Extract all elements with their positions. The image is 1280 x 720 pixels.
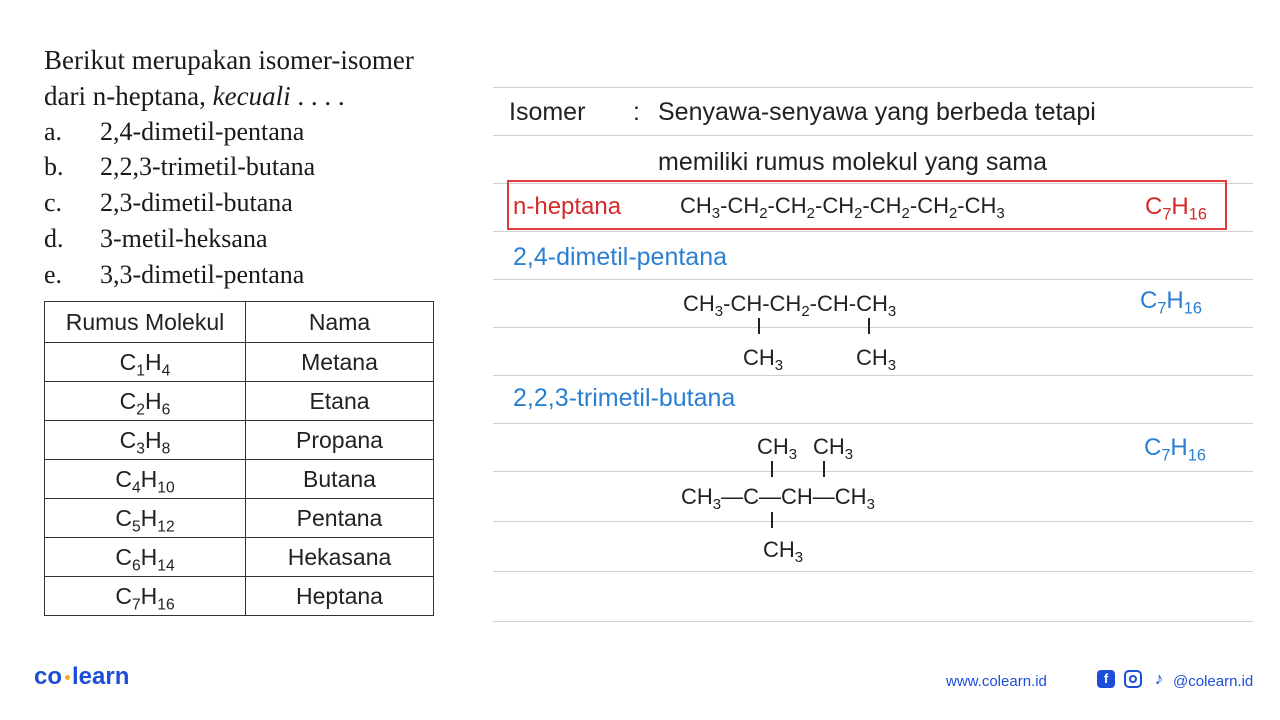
option-label: a. (44, 117, 63, 146)
option-d[interactable] (44, 221, 268, 257)
table-header-row (45, 302, 434, 343)
rule-line (493, 87, 1253, 88)
branch-methyl: $CH_3$ (763, 537, 804, 567)
molecular-formula: $C_7H_{16}$ (1144, 434, 1206, 465)
question-suffix: . . . . (290, 81, 345, 111)
name-cell: Metana (246, 343, 434, 382)
question-emphasis: kecuali (212, 81, 291, 111)
option-label: d. (44, 224, 64, 253)
formula-cell: $C_1H_4$ (45, 343, 246, 382)
branch-methyl: $CH_3$ (813, 434, 854, 464)
option-text: 2,3-dimetil-butana (100, 188, 293, 217)
option-label: b. (44, 152, 64, 181)
question-line-1: Berikut merupakan isomer-isomer (44, 45, 414, 75)
rule-line (493, 327, 1253, 328)
option-label: c. (44, 188, 63, 217)
social-handle[interactable]: @colearn.id (1173, 673, 1254, 690)
option-c[interactable] (44, 185, 293, 221)
table-row (45, 499, 434, 538)
isomer-term: Isomer (509, 98, 586, 126)
option-text: 3-metil-heksana (100, 224, 268, 253)
bond-line (868, 318, 870, 334)
name-cell: Pentana (246, 499, 434, 538)
branch-methyl: $CH_3$ (856, 345, 897, 375)
option-label: e. (44, 260, 63, 289)
rule-line (493, 279, 1253, 280)
name-cell: Butana (246, 460, 434, 499)
option-text: 3,3-dimetil-pentana (100, 260, 305, 289)
question-prefix: dari n-heptana, (44, 81, 213, 111)
bond-line (771, 461, 773, 477)
formula-cell: $C_5H_{12}$ (45, 499, 246, 538)
name-cell: Propana (246, 421, 434, 460)
table-header: Nama (246, 302, 434, 343)
rule-line (493, 135, 1253, 136)
rule-line (493, 231, 1253, 232)
bond-line (823, 461, 825, 477)
isomer-name-223-trimetil-butana: 2,2,3-trimetil-butana (513, 384, 736, 412)
website-link[interactable]: www.colearn.id (946, 673, 1047, 690)
table-row (45, 538, 434, 577)
table-header: Rumus Molekul (45, 302, 246, 343)
question-line-2 (44, 78, 345, 114)
isomer-name-24-dimetil-pentana: 2,4-dimetil-pentana (513, 243, 728, 271)
rule-line (493, 375, 1253, 376)
formula-cell: $C_3H_8$ (45, 421, 246, 460)
table-row (45, 577, 434, 616)
option-text: 2,2,3-trimetil-butana (100, 152, 316, 181)
table-row (45, 460, 434, 499)
branch-methyl: $CH_3$ (743, 345, 784, 375)
rule-line (493, 521, 1253, 522)
structure-main-chain: $CH_3-CH-CH_2-CH-CH_3$ (683, 291, 897, 321)
rule-line (493, 571, 1253, 572)
option-a[interactable] (44, 114, 304, 150)
bond-line (771, 512, 773, 528)
rule-line (493, 423, 1253, 424)
colearn-logo[interactable]: co learn (34, 663, 130, 690)
molecular-formula: $C_7H_{16}$ (1145, 193, 1207, 224)
alkane-table (44, 301, 434, 616)
option-text: 2,4-dimetil-pentana (100, 117, 305, 146)
molecular-formula: $C_7H_{16}$ (1140, 287, 1202, 318)
isomer-definition-1: Senyawa-senyawa yang berbeda tetapi (658, 98, 1096, 126)
formula-cell: $C_4H_{10}$ (45, 460, 246, 499)
branch-methyl: $CH_3$ (757, 434, 798, 464)
bond-line (758, 318, 760, 334)
tiktok-icon[interactable]: ♪ (1154, 669, 1164, 688)
table-row (45, 382, 434, 421)
formula-cell: $C_7H_{16}$ (45, 577, 246, 616)
table-row (45, 343, 434, 382)
name-cell: Etana (246, 382, 434, 421)
name-cell: Heptana (246, 577, 434, 616)
nheptana-formula: $CH_3-CH_2-CH_2-CH_2-CH_2-CH_2-CH_3$ (680, 193, 1005, 223)
name-cell: Hekasana (246, 538, 434, 577)
table-row (45, 421, 434, 460)
rule-line (493, 621, 1253, 622)
isomer-colon: : (633, 98, 640, 126)
option-b[interactable] (44, 149, 315, 185)
rule-line (493, 471, 1253, 472)
option-e[interactable] (44, 257, 304, 293)
structure-main-chain: $CH_3—C—CH—CH_3$ (681, 484, 875, 514)
instagram-icon[interactable] (1124, 670, 1142, 688)
nheptana-label: n-heptana (513, 193, 622, 220)
isomer-definition-2: memiliki rumus molekul yang sama (658, 148, 1048, 176)
formula-cell: $C_6H_{14}$ (45, 538, 246, 577)
formula-cell: $C_2H_6$ (45, 382, 246, 421)
facebook-icon[interactable]: f (1097, 670, 1115, 688)
